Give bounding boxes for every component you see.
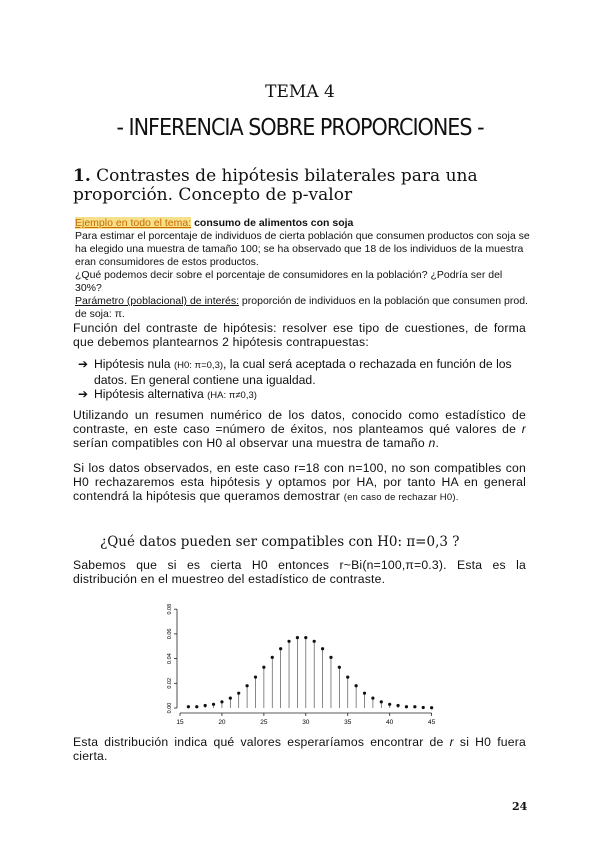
data-point [388,703,391,706]
example-topic: consumo de alimentos con soja [194,217,354,229]
parameter-text: proporción de individuos en la población que consumen prod. de soja: π. [75,295,528,320]
y-tick-label: 0.08 [167,603,173,615]
x-tick-label: 25 [260,719,268,726]
example-label: Ejemplo en todo el tema: [75,217,192,229]
data-point [296,636,299,639]
data-point [380,700,383,703]
paragraph-intro: Función del contraste de hipótesis: resolver ese tipo de cuestiones, de forma que debemos plantearnos 2 hipótesis contrapuestas: [73,321,526,349]
paragraph-conclusion: Esta distribución indica qué valores esperaríamos encontrar de r si H0 fuera cierta. [73,735,526,763]
page-number: 24 [512,800,528,813]
paragraph-distribution: Sabemos que si es cierta H0 entonces r~Bi(n=100,π=0.3). Esta es la distribución en el muestreo del estadístico de contraste. [73,558,526,586]
y-tick-label: 0.04 [167,653,173,664]
data-point [245,684,248,687]
list-item: ➔ Hipótesis alternativa (HA: π≠0,3) [78,387,257,401]
data-point [304,636,307,639]
y-tick-label: 0.00 [167,702,173,714]
data-point [204,704,207,707]
list-item: ➔ Hipótesis nula (H0: π=0,3), la cual será aceptada o rechazada en función de los datos. En general contiene una igualdad. [78,357,512,387]
arrow-icon: ➔ [78,387,89,401]
parameter-label: Parámetro (poblacional) de interés: [75,295,240,307]
data-point [321,647,324,650]
section-title: Contrastes de hipótesis bilaterales para una proporción. Concepto de p-valor [73,166,478,205]
example-description: Para estimar el porcentaje de individuos de cierta población que consumen productos con soja se ha elegido una muestra de tamaño 100; se ha observado que 18 de los individuos de la muestra eran consumidores de estos productos. [75,230,530,268]
data-point [287,640,290,643]
data-point [220,700,223,703]
data-point [355,684,358,687]
data-point [363,692,366,695]
x-tick-label: 40 [386,719,394,726]
example-question: ¿Qué podemos decir sobre el porcentaje de consumidores en la población? ¿Podría ser del 30%? [75,269,503,294]
y-tick-label: 0.06 [167,628,173,640]
data-point [279,647,282,650]
arrow-icon: ➔ [78,357,89,371]
data-point [187,705,190,708]
data-point [422,706,425,709]
data-point [396,704,399,707]
data-point [195,705,198,708]
paragraph-statistic: Utilizando un resumen numérico de los datos, conocido como estadístico de contraste, en este caso =número de éxitos, nos planteamos qué valores de r serían compatibles con H0 al observar una muestra de tamaño n. [73,408,526,450]
y-tick-label: 0.02 [167,677,173,689]
data-point [346,676,349,679]
data-point [212,703,215,706]
data-point [237,692,240,695]
data-point [329,656,332,659]
x-tick-label: 15 [176,719,184,726]
chapter-label: TEMA 4 [265,82,335,102]
section-heading-2: ¿Qué datos pueden ser compatibles con H0: π=0,3 ? [100,534,460,550]
x-tick-label: 45 [427,719,436,726]
section-heading-1 [73,167,533,205]
data-point [371,697,374,700]
x-tick-label: 20 [218,719,226,726]
paragraph-rejection: Si los datos observados, en este caso r=18 con n=100, no son compatibles con H0 rechazaremos esta hipótesis y optamos por HA, por tanto HA en general contendrá la hipótesis que queramos demostrar (en caso de rechazar H0). [73,461,526,503]
hypothesis-list [78,357,528,403]
x-tick-label: 30 [302,719,310,726]
data-point [430,706,433,709]
section-number: 1. [73,166,91,186]
data-point [338,666,341,669]
data-point [313,640,316,643]
chapter-title: - INFERENCIA SOBRE PROPORCIONES - [116,115,484,141]
data-point [271,656,274,659]
x-tick-label: 35 [344,719,352,726]
example-box [75,217,530,321]
data-point [262,666,265,669]
data-point [254,676,257,679]
binomial-distribution-chart [160,598,445,733]
data-point [405,705,408,708]
data-point [229,697,232,700]
data-point [413,705,416,708]
